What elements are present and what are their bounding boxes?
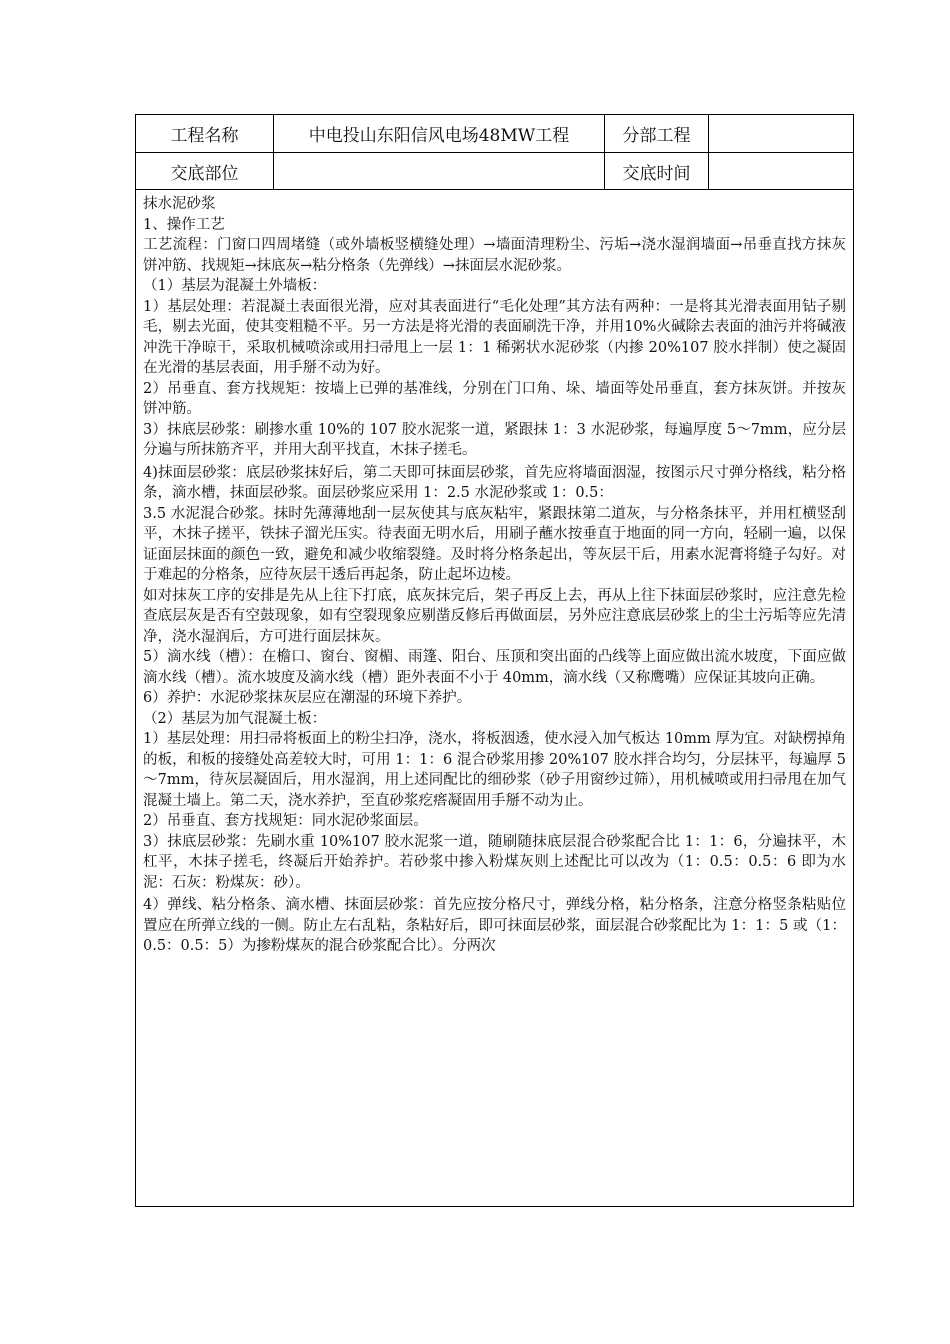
disclosure-form xyxy=(135,114,854,1207)
project-name-value: 中电投山东阳信风电场48MW工程 xyxy=(274,115,605,152)
paragraph: 2）吊垂直、套方找规矩：同水泥砂浆面层。 xyxy=(143,813,428,829)
subsection-heading: （1）基层为混凝土外墙板： xyxy=(143,278,327,294)
content-title: 抹水泥砂浆 xyxy=(143,196,216,212)
paragraph: 3.5 水泥混合砂浆。抹时先薄薄地刮一层灰使其与底灰粘牢，紧跟抹第二道灰，与分格条抹平，并用杠横竖刮平，木抹子搓平，铁抹子溜光压实。待表面无明水后，用刷子蘸水按垂直于地面的同一方向，轻刷一遍，以保证面层抹面的颜色一致，避免和减少收缩裂缝。及时将分格条起出，等灰层干后，用素水泥膏将缝子勾好。对于难起的分格条，应待灰层干透后再起条，防止起坏边棱。 xyxy=(143,505,846,583)
paragraph: 3）抹底层砂浆：先刷水重 10%107 胶水泥浆一道，随刷随抹底层混合砂浆配合比 1：1：6，分遍抹平，木杠平，木抹子搓毛，终凝后开始养护。若砂浆中掺入粉煤灰则上述配比可以改为（1：0.5：0.5：6 即为水泥：石灰：粉煤灰：砂）。 xyxy=(143,833,846,891)
paragraph: 4)抹面层砂浆：底层砂浆抹好后，第二天即可抹面层砂浆，首先应将墙面洇湿，按图示尺寸弹分格线，粘分格条，滴水槽，抹面层砂浆。面层砂浆应采用 1：2.5 水泥砂浆或 1：0.5： xyxy=(143,464,846,501)
process-flow-paragraph: 工艺流程：门窗口四周堵缝（或外墙板竖横缝处理）→墙面清理粉尘、污垢→浇水湿润墙面→吊垂直找方抹灰饼冲筋、找规矩→抹底灰→粘分格条（先弹线）→抹面层水泥砂浆。 xyxy=(143,237,846,274)
time-label: 交底时间 xyxy=(605,153,709,189)
division-label: 分部工程 xyxy=(605,115,709,152)
header-row-location xyxy=(136,153,853,190)
paragraph: 6）养护：水泥砂浆抹灰层应在潮湿的环境下养护。 xyxy=(143,690,472,706)
paragraph: 5）滴水线（槽）：在檐口、窗台、窗楣、雨篷、阳台、压顶和突出面的凸线等上面应做出流水坡度，下面应做滴水线（槽）。流水坡度及滴水线（槽）距外表面不小于 40mm，滴水线（又称鹰嘴）应保证其坡向正确。 xyxy=(143,649,846,686)
content-body xyxy=(143,194,846,957)
subsection-heading: （2）基层为加气混凝土板： xyxy=(143,710,327,727)
location-label: 交底部位 xyxy=(136,153,274,189)
paragraph: 如对抹灰工序的安排是先从上往下打底，底灰抹完后，架子再反上去，再从上往下抹面层砂浆时，应注意先检查底层灰是否有空鼓现象，如有空裂现象应剔凿反修后再做面层，另外应注意底层砂浆上的尘土污垢等应先清净，浇水湿润后，方可进行面层抹灰。 xyxy=(143,587,846,645)
paragraph: 1）基层处理：若混凝土表面很光滑，应对其表面进行“毛化处理”其方法有两种：一是将其光滑表面用钻子剔毛，剔去光面，使其变粗糙不平。另一方法是将光滑的表面刷洗干净，并用10%火碱除去表面的油污并将碱液冲洗干净晾干，采取机械喷涂或用扫帚甩上一层 1：1 稀粥状水泥砂浆（内掺 20%107 胶水拌制）使之凝固在光滑的基层表面，用手掰不动为好。 xyxy=(143,298,846,376)
location-value xyxy=(274,153,605,189)
section-heading: 1、操作工艺 xyxy=(143,216,225,233)
paragraph: 4）弹线、粘分格条、滴水槽、抹面层砂浆：首先应按分格尺寸，弹线分格，粘分格条，注意分格竖条粘贴位置应在所弹立线的一侧。防止左右乱粘，条粘好后，即可抹面层砂浆，面层混合砂浆配比为 1：1：5 或（1：0.5：0.5：5）为掺粉煤灰的混合砂浆配合比）。分两次 xyxy=(143,897,846,954)
project-name-label: 工程名称 xyxy=(136,115,274,152)
division-value xyxy=(709,115,853,152)
time-value xyxy=(709,153,853,189)
header-row-project xyxy=(136,115,853,153)
paragraph: 2）吊垂直、套方找规矩：按墙上已弹的基准线，分别在门口角、垛、墙面等处吊垂直，套方抹灰饼。并按灰饼冲筋。 xyxy=(143,380,846,417)
paragraph: 1）基层处理：用扫帚将板面上的粉尘扫净，浇水，将板洇透，使水浸入加气板达 10mm 厚为宜。对缺楞掉角的板，和板的接缝处高差较大时，可用 1：1：6 混合砂浆用掺 20%107 胶水拌合均匀，分层抹平，每遍厚 5～7mm，待灰层凝固后，用水湿润，用上述同配比的细砂浆（砂子用窗纱过筛），用机械喷或用扫帚甩在加气混凝土墙上。第二天，浇水养护，至直砂浆疙瘩凝固用手掰不动为止。 xyxy=(143,731,846,809)
paragraph: 3）抹底层砂浆：刷掺水重 10%的 107 胶水泥浆一道，紧跟抹 1：3 水泥砂浆，每遍厚度 5～7mm，应分层分遍与所抹筋齐平，并用大刮平找直，木抹子搓毛。 xyxy=(143,421,846,458)
